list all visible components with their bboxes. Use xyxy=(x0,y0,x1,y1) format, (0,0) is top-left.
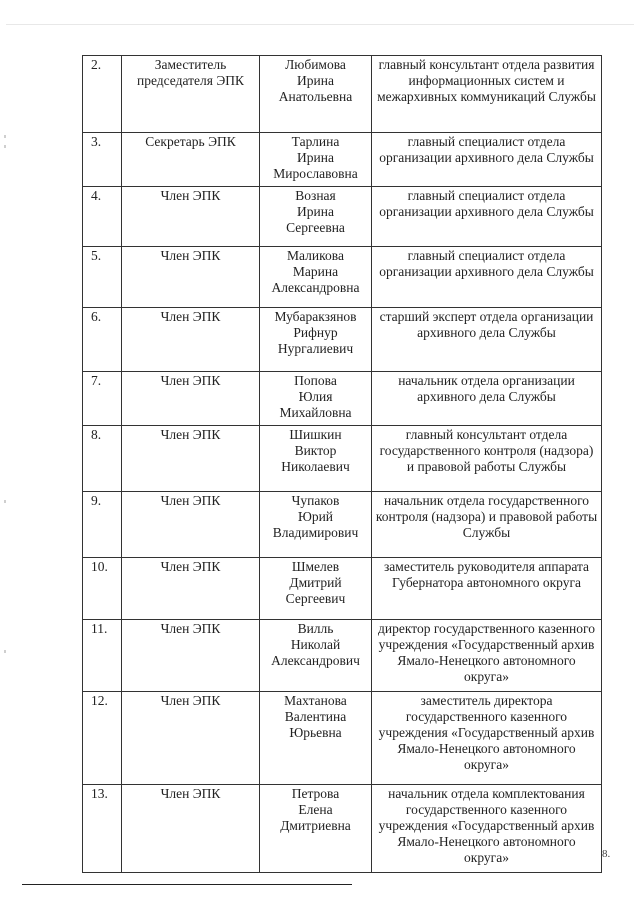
scan-margin-mark xyxy=(4,500,6,503)
row-number: 2. xyxy=(83,56,122,133)
member-patronymic: Мирославовна xyxy=(273,166,358,181)
member-surname: Петрова xyxy=(291,786,340,801)
member-first-name: Юлия xyxy=(298,389,333,404)
member-position: заместитель руководителя аппарата Губернатора автономного округа xyxy=(372,558,602,620)
member-position: главный специалист отдела организации архивного дела Службы xyxy=(372,133,602,187)
scan-margin-mark xyxy=(4,650,6,653)
table-row xyxy=(83,133,602,187)
member-name xyxy=(260,620,372,692)
member-name xyxy=(260,187,372,247)
page-marker: 8. xyxy=(602,848,611,860)
member-patronymic: Анатольевна xyxy=(278,89,353,104)
table-row xyxy=(83,692,602,785)
table-row xyxy=(83,492,602,558)
member-surname: Шмелев xyxy=(291,559,340,574)
member-patronymic: Александрович xyxy=(271,653,360,668)
member-surname: Любимова xyxy=(285,57,346,72)
member-position: начальник отдела комплектования государственного казенного учреждения «Государственный архив Ямало-Ненецкого автономного округа» xyxy=(372,785,602,873)
member-patronymic: Александровна xyxy=(271,280,360,295)
member-first-name: Марина xyxy=(292,264,339,279)
table-row xyxy=(83,308,602,372)
member-position: главный консультант отдела государственного контроля (надзора) и правовой работы Службы xyxy=(372,426,602,492)
member-patronymic: Сергеевна xyxy=(286,220,345,235)
member-patronymic: Юрьевна xyxy=(289,725,342,740)
row-number: 9. xyxy=(83,492,122,558)
member-first-name: Рифнур xyxy=(293,325,338,340)
table-row xyxy=(83,426,602,492)
member-role: Член ЭПК xyxy=(122,426,260,492)
members-table-body xyxy=(83,56,602,873)
member-name xyxy=(260,426,372,492)
row-number: 10. xyxy=(83,558,122,620)
member-position: заместитель директора государственного казенного учреждения «Государственный архив Ямало-Ненецкого автономного округа» xyxy=(372,692,602,785)
member-first-name: Валентина xyxy=(284,709,347,724)
row-number: 11. xyxy=(83,620,122,692)
member-surname: Шишкин xyxy=(289,427,342,442)
member-role: Член ЭПК xyxy=(122,187,260,247)
member-position: директор государственного казенного учреждения «Государственный архив Ямало-Ненецкого автономного округа» xyxy=(372,620,602,692)
member-surname: Возная xyxy=(295,188,336,203)
member-position: начальник отдела государственного контроля (надзора) и правовой работы Службы xyxy=(372,492,602,558)
member-position: главный специалист отдела организации архивного дела Службы xyxy=(372,247,602,308)
member-surname: Вилль xyxy=(297,621,334,636)
member-surname: Махтанова xyxy=(284,693,347,708)
row-number: 8. xyxy=(83,426,122,492)
table-row xyxy=(83,558,602,620)
member-patronymic: Нургалиевич xyxy=(277,341,354,356)
table-row xyxy=(83,187,602,247)
member-first-name: Виктор xyxy=(294,443,337,458)
member-surname: Попова xyxy=(294,373,337,388)
member-position: начальник отдела организации архивного дела Службы xyxy=(372,372,602,426)
table-row xyxy=(83,372,602,426)
table-row xyxy=(83,56,602,133)
row-number: 13. xyxy=(83,785,122,873)
member-patronymic: Михайловна xyxy=(279,405,352,420)
member-surname: Тарлина xyxy=(291,134,340,149)
member-patronymic: Николаевич xyxy=(281,459,350,474)
member-position: старший эксперт отдела организации архивного дела Службы xyxy=(372,308,602,372)
row-number: 6. xyxy=(83,308,122,372)
member-role: Член ЭПК xyxy=(122,308,260,372)
member-patronymic: Дмитриевна xyxy=(280,818,351,833)
member-first-name: Николай xyxy=(290,637,341,652)
member-role: Член ЭПК xyxy=(122,785,260,873)
member-first-name: Ирина xyxy=(297,73,334,88)
member-name xyxy=(260,372,372,426)
member-role: Член ЭПК xyxy=(122,620,260,692)
member-position: главный консультант отдела развития информационных систем и межархивных коммуникаций Службы xyxy=(372,56,602,133)
member-surname: Чупаков xyxy=(291,493,340,508)
member-name xyxy=(260,247,372,308)
member-name xyxy=(260,56,372,133)
table-row xyxy=(83,620,602,692)
member-first-name: Дмитрий xyxy=(289,575,342,590)
scan-bottom-edge-line xyxy=(22,884,352,885)
scan-fold-line xyxy=(6,24,634,25)
member-first-name: Ирина xyxy=(297,204,334,219)
member-role: Член ЭПК xyxy=(122,247,260,308)
row-number: 12. xyxy=(83,692,122,785)
member-first-name: Юрий xyxy=(297,509,334,524)
member-name xyxy=(260,308,372,372)
scan-margin-mark xyxy=(4,135,6,138)
member-patronymic: Владимирович xyxy=(272,525,359,540)
table-row xyxy=(83,785,602,873)
member-position: главный специалист отдела организации архивного дела Службы xyxy=(372,187,602,247)
row-number: 3. xyxy=(83,133,122,187)
commission-members-table xyxy=(82,55,602,873)
member-first-name: Ирина xyxy=(297,150,334,165)
member-first-name: Елена xyxy=(298,802,333,817)
member-role: Член ЭПК xyxy=(122,692,260,785)
member-name xyxy=(260,785,372,873)
member-name xyxy=(260,133,372,187)
member-role: Секретарь ЭПК xyxy=(122,133,260,187)
row-number: 5. xyxy=(83,247,122,308)
row-number: 7. xyxy=(83,372,122,426)
member-surname: Маликова xyxy=(287,248,344,263)
member-surname: Мубаракзянов xyxy=(274,309,357,324)
member-role: Член ЭПК xyxy=(122,558,260,620)
member-name xyxy=(260,558,372,620)
member-name xyxy=(260,692,372,785)
table-row xyxy=(83,247,602,308)
member-role: Член ЭПК xyxy=(122,372,260,426)
member-role: Член ЭПК xyxy=(122,492,260,558)
member-name xyxy=(260,492,372,558)
member-role: Заместитель председателя ЭПК xyxy=(122,56,260,133)
member-patronymic: Сергеевич xyxy=(285,591,346,606)
row-number: 4. xyxy=(83,187,122,247)
scan-margin-mark xyxy=(4,145,6,148)
